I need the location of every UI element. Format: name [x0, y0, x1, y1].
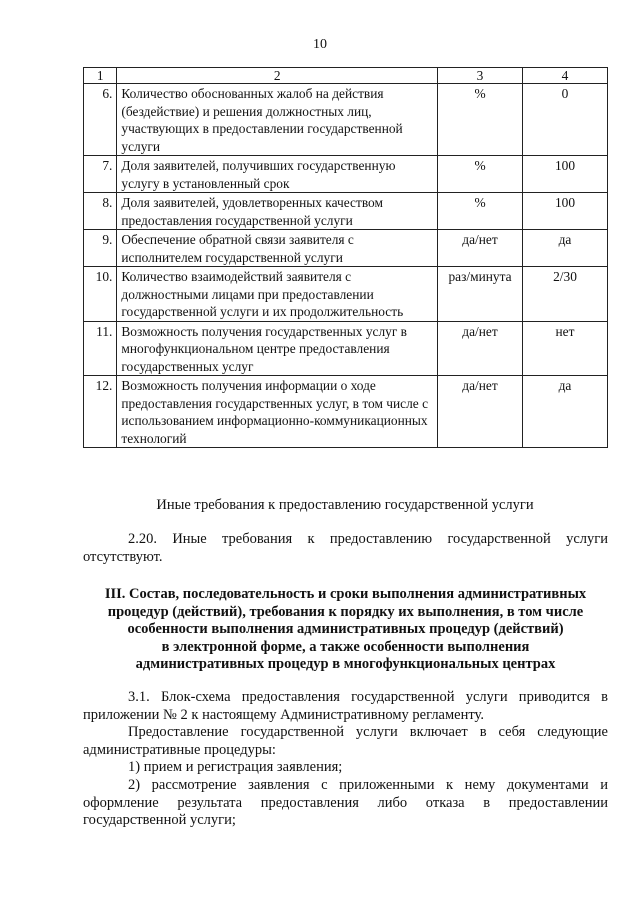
- row-unit: %: [438, 84, 523, 156]
- row-indicator: Возможность получения информации о ходе предоставления государственных услуг, в том числе с использованием информационно-коммуникационных технологий: [117, 376, 438, 448]
- row-value: 2/30: [523, 267, 608, 322]
- other-requirements-subheading: Иные требования к предоставлению государственной услуги: [156, 497, 534, 513]
- row-unit: да/нет: [438, 230, 523, 267]
- paragraph-2-20-text: 2.20. Иные требования к предоставлению государственной услуги отсутствуют.: [83, 531, 608, 565]
- row-value: нет: [523, 321, 608, 376]
- table-row: [84, 156, 608, 193]
- row-value: 100: [523, 193, 608, 230]
- row-value: да: [523, 376, 608, 448]
- row-unit: раз/минута: [438, 267, 523, 322]
- header-col-3: 3: [438, 68, 523, 84]
- list-item-1: [83, 759, 608, 777]
- row-number: 12.: [84, 376, 117, 448]
- header-col-4: 4: [523, 68, 608, 84]
- row-indicator: Обеспечение обратной связи заявителя с исполнителем государственной услуги: [117, 230, 438, 267]
- list-item-2: [83, 777, 608, 830]
- row-indicator: Количество обоснованных жалоб на действия (бездействие) и решения должностных лиц, участвующих в предоставлении государственной услуги: [117, 84, 438, 156]
- section-title-line: административных процедур в многофункциональных центрах: [135, 656, 556, 672]
- section-title-line: в электронной форме, а также особенности выполнения: [161, 638, 530, 655]
- list-item-2-text: 2) рассмотрение заявления с приложенными к нему документами и оформление результата предоставления либо отказа в предоставлении государственной услуги;: [83, 777, 608, 828]
- table-header-row: [84, 68, 608, 84]
- paragraph-3-1-text: 3.1. Блок-схема предоставления государственной услуги приводится в приложении № 2 к настоящему Административному регламенту.: [83, 689, 608, 723]
- row-indicator: Доля заявителей, получивших государственную услугу в установленный срок: [117, 156, 438, 193]
- paragraph-procedures-intro-text: Предоставление государственной услуги включает в себя следующие административные процедуры:: [83, 724, 608, 758]
- row-number: 11.: [84, 321, 117, 376]
- row-indicator: Доля заявителей, удовлетворенных качеством предоставления государственной услуги: [117, 193, 438, 230]
- section-title-line: процедур (действий), требования к порядку их выполнения, в том числе: [107, 603, 584, 620]
- page-number: 10: [313, 37, 327, 52]
- row-number: 7.: [84, 156, 117, 193]
- row-number: 10.: [84, 267, 117, 322]
- paragraph-2-20: [83, 531, 608, 566]
- row-number: 8.: [84, 193, 117, 230]
- row-unit: %: [438, 193, 523, 230]
- list-item-1-text: 1) прием и регистрация заявления;: [128, 759, 343, 775]
- row-indicator: Возможность получения государственных услуг в многофункциональном центре предоставления государственных услуг: [117, 321, 438, 376]
- header-col-2: 2: [117, 68, 438, 84]
- section-iii-title: [83, 586, 608, 674]
- table-row: [84, 230, 608, 267]
- row-indicator: Количество взаимодействий заявителя с должностными лицами при предоставлении государственной услуги и их продолжительность: [117, 267, 438, 322]
- paragraph-3-1: [83, 689, 608, 724]
- table-row: [84, 193, 608, 230]
- row-unit: да/нет: [438, 321, 523, 376]
- section-title-line: III. Состав, последовательность и сроки выполнения административных: [104, 586, 587, 602]
- row-value: да: [523, 230, 608, 267]
- row-value: 100: [523, 156, 608, 193]
- table-row: [84, 84, 608, 156]
- indicators-table: [83, 67, 608, 448]
- header-col-1: 1: [84, 68, 117, 84]
- row-number: 9.: [84, 230, 117, 267]
- row-unit: %: [438, 156, 523, 193]
- table-row: [84, 321, 608, 376]
- table-row: [84, 376, 608, 448]
- row-number: 6.: [84, 84, 117, 156]
- paragraph-procedures-intro: [83, 724, 608, 759]
- section-title-line: особенности выполнения административных процедур (действий): [127, 621, 564, 637]
- table-row: [84, 267, 608, 322]
- row-value: 0: [523, 84, 608, 156]
- row-unit: да/нет: [438, 376, 523, 448]
